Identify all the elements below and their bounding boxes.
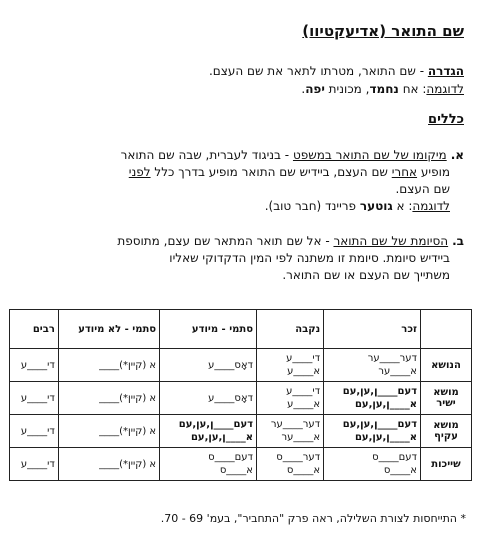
form-definite: דאָס____ע [208, 359, 253, 371]
form-definite: דעם____ן,ען,עם [342, 386, 417, 397]
definition-example-line [301, 82, 464, 96]
cell-masculine [324, 448, 421, 481]
definition-example-word-1: נחמד [369, 82, 399, 96]
form-plural: די____ע [20, 458, 55, 470]
form-indefinite: א____ס [383, 465, 417, 476]
definition-label: הגדרה [427, 64, 464, 78]
header-feminine: נקבה [257, 310, 324, 349]
form-indefinite: א (קיין*)____ [99, 359, 157, 371]
definition-text: - שם התואר, מטרתו לתאר את שם העצם. [208, 64, 428, 78]
form-indefinite: א____ער [281, 432, 321, 443]
form-definite: דעם____ן,ען,עם [178, 419, 253, 430]
cell-neuter-definite [160, 382, 257, 415]
definition-example-text: : אח [398, 82, 427, 96]
rule-a-line2-b: שם העצם, ביידיש שם התואר מופיע בדרך כלל [150, 165, 392, 179]
rule-b-line1-rest: - אל שם תואר המתאר שם עצם, מתוספת [117, 234, 334, 248]
header-masculine: זכר [324, 310, 421, 349]
cell-masculine [324, 349, 421, 382]
table-row [10, 382, 472, 415]
form-indefinite: א____ע [287, 399, 321, 410]
form-definite: דער____ער [367, 353, 417, 364]
rule-a-line-2 [129, 165, 450, 179]
cell-plural [10, 415, 59, 448]
form-plural: די____ע [20, 392, 55, 404]
rule-b-letter: ב. [452, 234, 464, 248]
rule-a-line1-rest: - בניגוד לעברית, שבה שם התואר [120, 148, 293, 162]
cell-plural [10, 382, 59, 415]
rule-b-line-3: משתייך שם העצם או שם התואר. [282, 268, 450, 282]
cell-neuter-indefinite [58, 349, 159, 382]
form-indefinite: א____ן,ען,עם [190, 432, 253, 443]
row-case-label: מושא ישיר [421, 382, 472, 415]
rule-a-example-label: לדוגמה [412, 199, 450, 213]
table-row [10, 415, 472, 448]
form-plural: די____ע [20, 425, 55, 437]
form-definite: די____ע [286, 386, 321, 397]
form-indefinite: א____ער [378, 366, 417, 377]
header-neuter-definite: סתמי - מיודע [160, 310, 257, 349]
form-indefinite: א (קיין*)____ [99, 425, 157, 437]
definition-line [209, 64, 464, 78]
header-case [421, 310, 472, 349]
form-indefinite: א____ס [219, 465, 253, 476]
definition-example-end: . [301, 82, 306, 96]
form-indefinite: א (קיין*)____ [99, 458, 157, 470]
form-indefinite: א____ע [287, 366, 321, 377]
form-definite: דאָס____ע [208, 392, 253, 404]
rule-a-example-line [265, 199, 450, 213]
cell-feminine [257, 448, 324, 481]
rule-b-heading: הסיומת של שם התואר [333, 234, 449, 248]
form-definite: דער____ער [270, 419, 321, 430]
form-plural: די____ע [20, 359, 55, 371]
rule-a-line2-a: מופיע [417, 165, 450, 179]
cell-feminine [257, 415, 324, 448]
form-definite: דעם____ן,ען,עם [342, 419, 417, 430]
cell-feminine [257, 382, 324, 415]
cell-neuter-definite [160, 349, 257, 382]
rule-a-line-1 [121, 148, 464, 162]
rule-a-line-3: שם העצם. [395, 182, 450, 196]
cell-plural [10, 349, 59, 382]
form-indefinite: א____ן,ען,עם [354, 399, 417, 410]
rule-a-example-text-2: פריינד (חבר טוב). [264, 199, 360, 213]
form-definite: די____ע [286, 353, 321, 364]
cell-neuter-definite [160, 448, 257, 481]
cell-neuter-indefinite [58, 448, 159, 481]
rule-a-heading: מיקומו של שם התואר במשפט [292, 148, 447, 162]
cell-masculine [324, 415, 421, 448]
form-definite: דעם____ס [372, 452, 417, 463]
rules-heading: כללים [428, 112, 464, 127]
rule-a-example-text: : א [392, 199, 413, 213]
definition-example-text-2: , מכונית [324, 82, 370, 96]
cell-feminine [257, 349, 324, 382]
declension-table [9, 309, 472, 481]
rule-b-line-1 [117, 234, 464, 248]
form-definite: דער____ס [276, 452, 321, 463]
rule-a-letter: א. [450, 148, 464, 162]
rule-b-line-2: ביידיש סיומת. סיומת זו משתנה לפי המין הדקדוקי שאליו [169, 251, 450, 265]
cell-plural [10, 448, 59, 481]
row-case-label: שייכות [421, 448, 472, 481]
header-neuter-indefinite: סתמי - לא מיודע [58, 310, 159, 349]
form-indefinite: א (קיין*)____ [99, 392, 157, 404]
cell-masculine [324, 382, 421, 415]
footnote: * התייחסות לצורת השלילה, ראה פרק "התחביר", בעמ' 69 - 70. [160, 512, 466, 525]
cell-neuter-indefinite [58, 415, 159, 448]
definition-example-label: לדוגמה [426, 82, 464, 96]
page-title: שם התואר (אדיעקטיוו) [302, 22, 464, 40]
table-row [10, 349, 472, 382]
cell-neuter-definite [160, 415, 257, 448]
form-indefinite: א____ן,ען,עם [354, 432, 417, 443]
table-row [10, 448, 472, 481]
row-case-label: מושא עקיף [421, 415, 472, 448]
header-plural: רבים [10, 310, 59, 349]
rule-a-example-word: גוטער [359, 199, 393, 213]
definition-example-word-2: יפה [305, 82, 325, 96]
row-case-label: הנושא [421, 349, 472, 382]
form-definite: דעם____ס [208, 452, 253, 463]
table-header-row [10, 310, 472, 349]
form-indefinite: א____ס [286, 465, 321, 476]
rule-a-line2-before: לפני [128, 165, 151, 179]
cell-neuter-indefinite [58, 382, 159, 415]
rule-a-line2-after: אחרי [391, 165, 418, 179]
